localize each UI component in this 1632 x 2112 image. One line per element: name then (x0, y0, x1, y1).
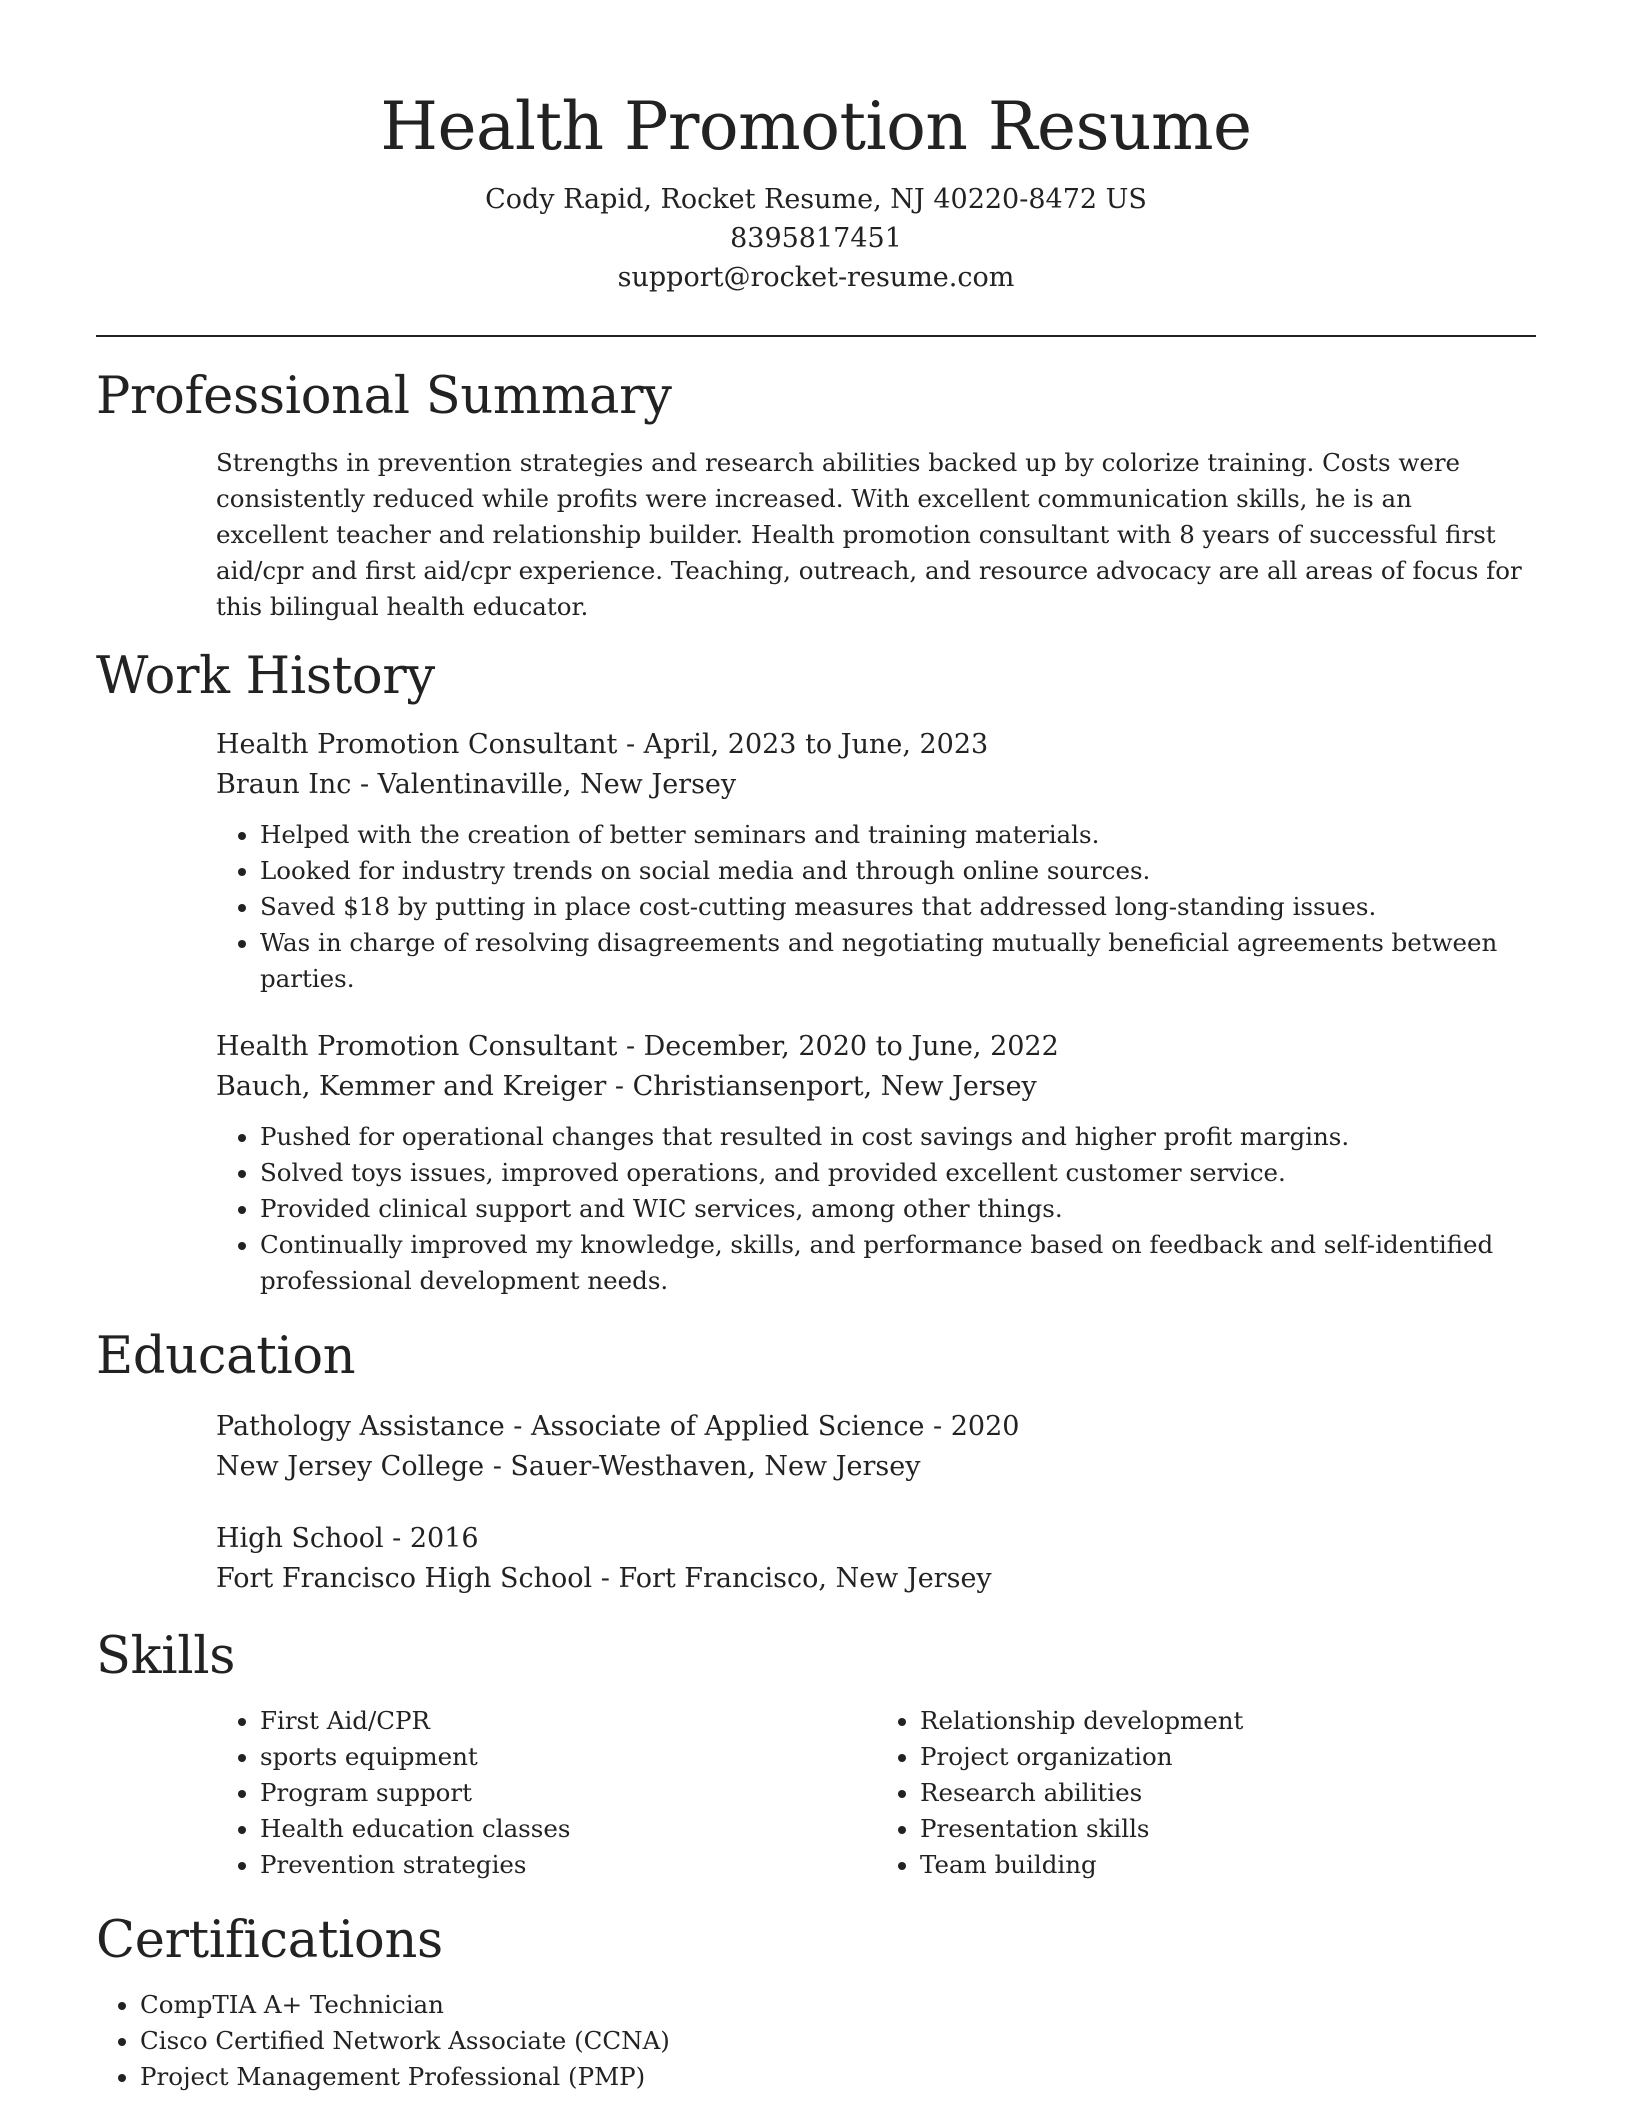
contact-block (96, 180, 1536, 297)
job-title: Health Promotion Consultant (216, 729, 618, 760)
summary-heading: Professional Summary (96, 367, 672, 426)
education-year: - 2016 (383, 1523, 479, 1554)
education-school: New Jersey College (216, 1451, 485, 1482)
work-history-section (96, 647, 1536, 1299)
list-item: • Presentation skills (920, 1811, 1536, 1847)
job-location: - Valentinaville, New Jersey (351, 769, 737, 800)
job-bullets (216, 817, 1536, 997)
list-item: • Team building (920, 1847, 1536, 1883)
resume-page (96, 0, 1536, 2095)
job-company: Bauch, Kemmer and Kreiger (216, 1071, 607, 1102)
list-item: • Looked for industry trends on social media and through online sources. (260, 853, 1536, 889)
contact-phone: 8395817451 (730, 223, 902, 254)
education-entry-1 (216, 1407, 1536, 1487)
job-company: Braun Inc (216, 769, 352, 800)
list-item: • Prevention strategies (260, 1847, 876, 1883)
job-location: - Christiansenport, New Jersey (606, 1071, 1037, 1102)
education-section (96, 1327, 1536, 1599)
education-degree: High School (216, 1523, 384, 1554)
contact-email: support@rocket-resume.com (617, 262, 1015, 293)
education-heading: Education (96, 1327, 356, 1386)
list-item: • Solved toys issues, improved operations, and provided excellent customer service. (260, 1155, 1536, 1191)
skills-section (96, 1627, 1536, 1883)
list-item: • Pushed for operational changes that resulted in cost savings and higher profit margins. (260, 1119, 1536, 1155)
job-dates: - April, 2023 to June, 2023 (617, 729, 989, 760)
list-item: • Helped with the creation of better seminars and training materials. (260, 817, 1536, 853)
education-entry-2 (216, 1519, 1536, 1599)
job-bullets (216, 1119, 1536, 1299)
education-location: - Fort Francisco, New Jersey (592, 1563, 992, 1594)
contact-address: Cody Rapid, Rocket Resume, NJ 40220-8472 US (485, 184, 1147, 215)
education-year: - 2020 (924, 1411, 1020, 1442)
education-degree: Pathology Assistance - Associate of Applied Science (216, 1411, 925, 1442)
education-degree-line (216, 1407, 1536, 1447)
job-title: Health Promotion Consultant (216, 1031, 618, 1062)
education-school-line (216, 1559, 1536, 1599)
list-item: • Health education classes (260, 1811, 876, 1847)
skills-column-left (216, 1703, 876, 1883)
certifications-list (96, 1987, 1536, 2095)
education-degree-line (216, 1519, 1536, 1559)
summary-text: Strengths in prevention strategies and research abilities backed up by colorize training. Costs were consistently reduced while profits were increased. With excellent communication skills, he is an excellent teacher and relationship builder. Health promotion consultant with 8 years of successful first aid/cpr and first aid/cpr experience. Teaching, outreach, and resource advocacy are all areas of focus for this bilingual health educator. (216, 448, 1522, 621)
list-item: • Continually improved my knowledge, skills, and performance based on feedback and self-identified professional development needs. (260, 1227, 1536, 1299)
job-entry-2 (216, 1027, 1536, 1299)
list-item: • sports equipment (260, 1739, 876, 1775)
certifications-section (96, 1911, 1536, 2095)
job-entry-1 (216, 725, 1536, 997)
job-company-line (216, 765, 1536, 805)
list-item: • Cisco Certified Network Associate (CCNA) (140, 2023, 1536, 2059)
summary-section (96, 367, 1536, 625)
list-item: • CompTIA A+ Technician (140, 1987, 1536, 2023)
list-item: • Research abilities (920, 1775, 1536, 1811)
list-item: • Was in charge of resolving disagreements and negotiating mutually beneficial agreements between parties. (260, 925, 1536, 997)
skills-grid (216, 1703, 1536, 1883)
job-title-line (216, 1027, 1536, 1067)
header-divider (96, 335, 1536, 337)
list-item: • Relationship development (920, 1703, 1536, 1739)
skills-heading: Skills (96, 1627, 236, 1686)
certifications-heading: Certifications (96, 1911, 443, 1970)
skills-column-right (876, 1703, 1536, 1883)
list-item: • Program support (260, 1775, 876, 1811)
job-company-line (216, 1067, 1536, 1107)
education-school: Fort Francisco High School (216, 1563, 593, 1594)
job-dates: - December, 2020 to June, 2022 (617, 1031, 1059, 1062)
list-item: • Project Management Professional (PMP) (140, 2059, 1536, 2095)
list-item: • Provided clinical support and WIC services, among other things. (260, 1191, 1536, 1227)
job-title-line (216, 725, 1536, 765)
resume-title: Health Promotion Resume (380, 88, 1252, 165)
work-history-heading: Work History (96, 647, 435, 706)
education-school-line (216, 1447, 1536, 1487)
education-location: - Sauer-Westhaven, New Jersey (484, 1451, 921, 1482)
list-item: • Project organization (920, 1739, 1536, 1775)
list-item: • Saved $18 by putting in place cost-cutting measures that addressed long-standing issues. (260, 889, 1536, 925)
list-item: • First Aid/CPR (260, 1703, 876, 1739)
